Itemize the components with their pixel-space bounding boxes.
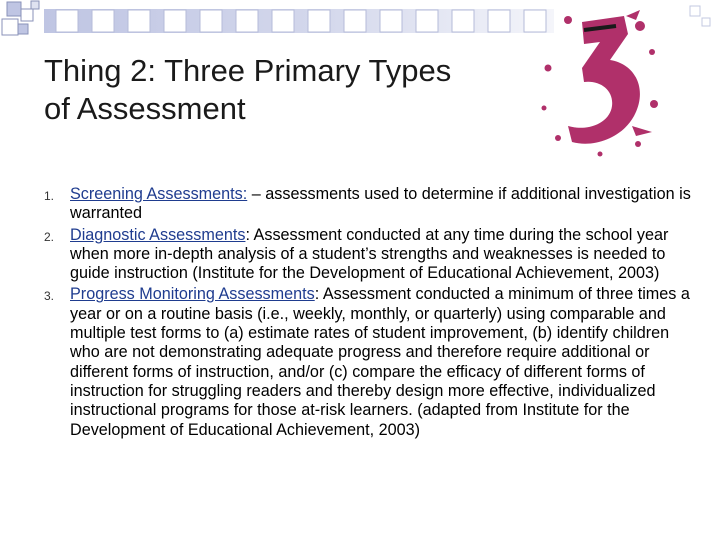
progress-monitoring-assessments-link[interactable]: Progress Monitoring Assessments — [70, 285, 315, 304]
list-item — [0, 185, 720, 224]
diagnostic-assessments-link[interactable]: Diagnostic Assessments — [70, 225, 246, 244]
slide-title-line-2: of Assessment — [44, 91, 246, 126]
screening-assessments-link[interactable]: Screening Assessments: — [70, 185, 248, 203]
list-number: 3. — [44, 289, 55, 304]
number-three-splat-icon — [528, 8, 668, 158]
list-item — [0, 285, 720, 439]
slide-title-line-1: Thing 2: Three Primary Types — [44, 53, 452, 88]
list-item-text: : Assessment conducted a minimum of three times a year or on a routine basis (i.e., weekly, monthly, or quarterly) using comparable and multiple test forms to (a) estimate rates of student improvement, (b) identify children who are not demonstrating adequate progress and therefore require additional or different forms of instruction, and/or (c) compare the efficacy of different forms of instruction for struggling readers and thereby design more effective, individualized instructional programs for those at-risk learners. (adapted from Institute for the Development of Educational Achievement, 2003) — [70, 285, 690, 439]
list-item-body — [70, 185, 700, 224]
list-item-body — [70, 285, 700, 439]
list-number: 1. — [44, 189, 55, 203]
list-item — [0, 226, 720, 284]
list-item-text: : Assessment conducted at any time during the school year when more in-depth analysis of a student’s strengths and weaknesses is needed to guide instruction (Institute for the Development of Educational Achievement, 2003) — [70, 225, 669, 283]
list-item-body — [70, 226, 700, 284]
assessment-types-list — [0, 185, 720, 442]
list-item-text: – assessments used to determine if additional investigation is warranted — [70, 185, 691, 223]
slide-title — [44, 52, 544, 128]
list-number: 2. — [44, 229, 55, 244]
